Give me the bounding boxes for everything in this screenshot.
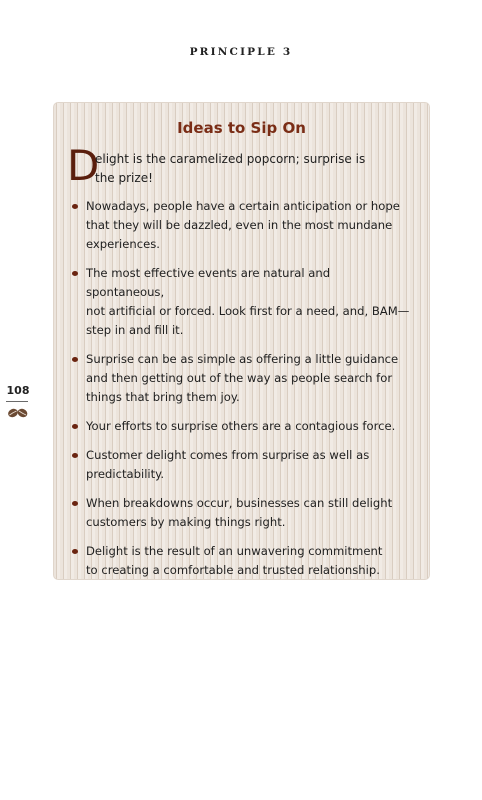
intro-line: elight is the caramelized popcorn; surprise is — [95, 152, 366, 166]
bullet-icon — [72, 549, 78, 554]
list-item-line: experiences. — [86, 237, 160, 251]
list-item-line: Customer delight comes from surprise as well as — [86, 448, 370, 462]
chapter-heading: PRINCIPLE 3 — [189, 46, 293, 58]
list-item — [71, 542, 411, 580]
page-number: 108 — [6, 384, 30, 397]
list-item — [71, 197, 411, 254]
list-item-line: Delight is the result of an unwavering commitment — [86, 544, 383, 558]
list-item-line: things that bring them joy. — [86, 390, 240, 404]
list-item — [71, 417, 411, 436]
page-number-rule — [6, 401, 28, 402]
ideas-sidebar-box — [53, 102, 430, 580]
list-item-line: predictability. — [86, 467, 165, 481]
list-item-line: customers by making things right. — [86, 515, 286, 529]
bullet-icon — [72, 424, 78, 429]
coffee-beans-icon — [7, 406, 29, 419]
ideas-list — [71, 197, 411, 590]
list-item-line: The most effective events are natural and spontaneous, — [86, 266, 331, 299]
list-item-line: to creating a comfortable and trusted relationship. — [86, 563, 380, 577]
bullet-icon — [72, 501, 78, 506]
bullet-icon — [72, 453, 78, 458]
list-item-line: Your efforts to surprise others are a contagious force. — [86, 419, 396, 433]
list-item-line: step in and fill it. — [86, 323, 184, 337]
list-item-line: Surprise can be as simple as offering a little guidance — [86, 352, 399, 366]
list-item-line: When breakdowns occur, businesses can still delight — [86, 496, 393, 510]
list-item-line: and then getting out of the way as people search for — [86, 371, 393, 385]
list-item-line: Nowadays, people have a certain anticipation or hope — [86, 199, 400, 213]
bullet-icon — [72, 357, 78, 362]
intro-line: the prize! — [95, 171, 153, 185]
list-item-line: not artificial or forced. Look first for a need, and, BAM— — [86, 304, 410, 318]
bullet-icon — [72, 204, 78, 209]
box-title: Ideas to Sip On — [177, 119, 306, 137]
bullet-icon — [72, 271, 78, 276]
drop-cap: D — [67, 141, 100, 190]
list-item-line: that they will be dazzled, even in the most mundane — [86, 218, 393, 232]
list-item — [71, 446, 411, 484]
list-item — [71, 264, 411, 340]
intro-text — [95, 150, 415, 188]
list-item — [71, 350, 411, 407]
list-item — [71, 494, 411, 532]
